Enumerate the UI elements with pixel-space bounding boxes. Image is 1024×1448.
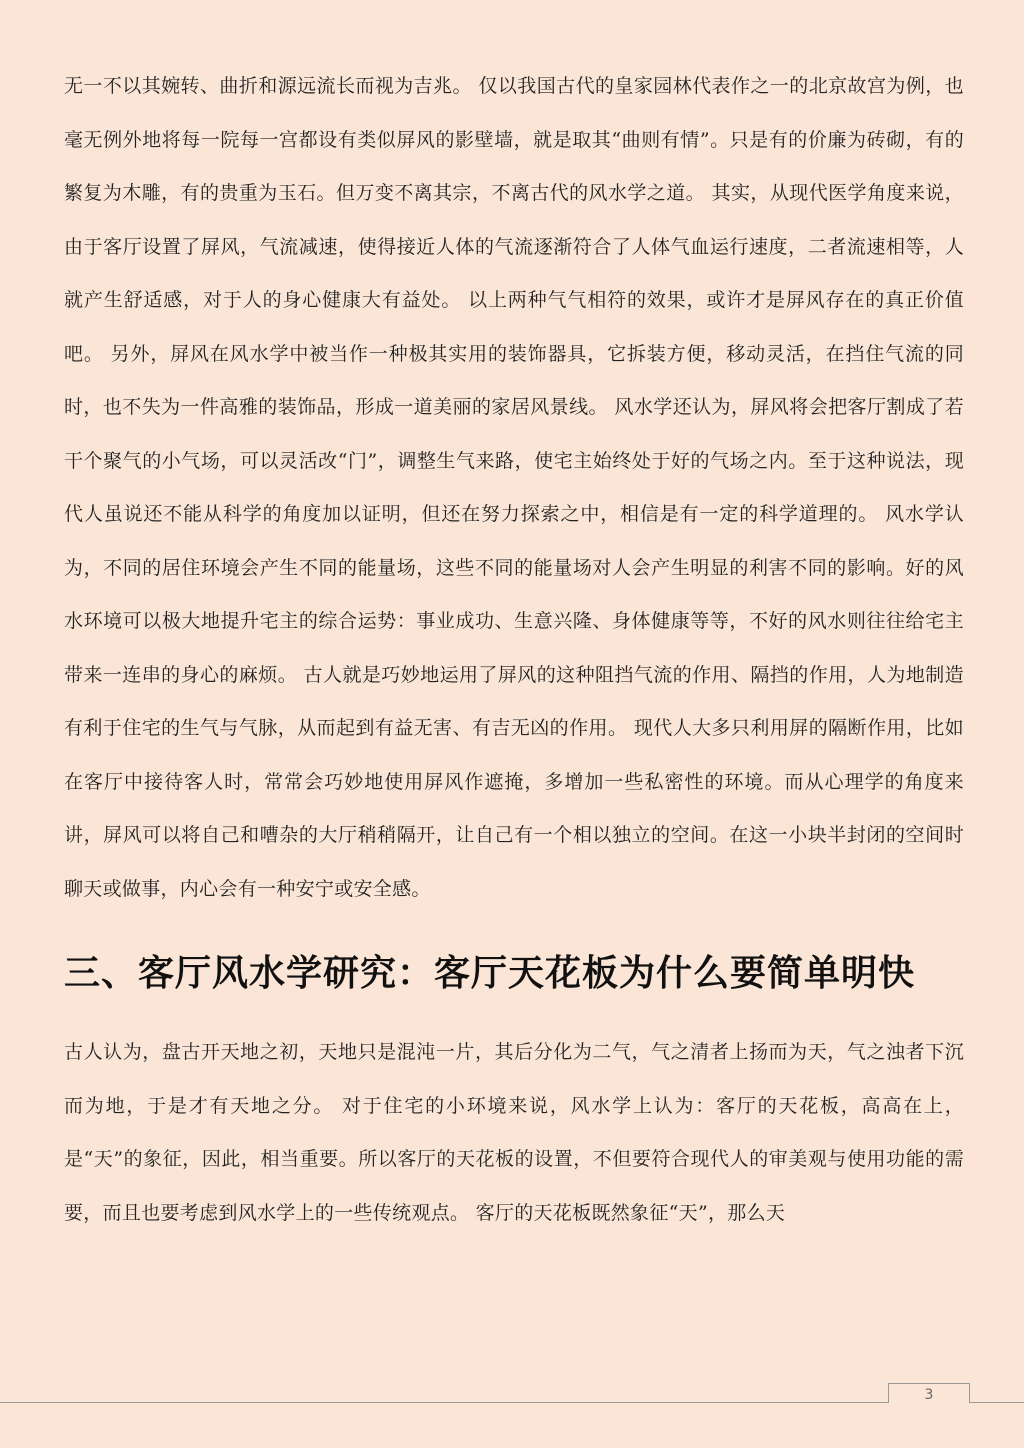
footer-divider <box>0 1402 1024 1403</box>
paragraph: 无一不以其婉转、曲折和源远流长而视为吉兆。 仅以我国古代的皇家园林代表作之一的北京故宫为例，也毫无例外地将每一院每一宫都设有类似屏风的影壁墙，就是取其“曲则有情”。只是有的价廉为砖砌，有的繁复为木雕，有的贵重为玉石。但万变不离其宗，不离古代的风水学之道。 其实，从现代医学角度来说，由于客厅设置了屏风，气流减速，使得接近人体的气流逐渐符合了人体气血运行速度，二者流速相等，人就产生舒适感，对于人的身心健康大有益处。 以上两种气气相符的效果，或许才是屏风存在的真正价值吧。 另外，屏风在风水学中被当作一种极其实用的装饰器具，它拆装方便，移动灵活，在挡住气流的同时，也不失为一件高雅的装饰品，形成一道美丽的家居风景线。 风水学还认为，屏风将会把客厅割成了若干个聚气的小气场，可以灵活改“门”，调整生气来路，使宅主始终处于好的气场之内。至于这种说法，现代人虽说还不能从科学的角度加以证明，但还在努力探索之中，相信是有一定的科学道理的。 风水学认为，不同的居住环境会产生不同的能量场，这些不同的能量场对人会产生明显的利害不同的影响。好的风水环境可以极大地提升宅主的综合运势：事业成功、生意兴隆、身体健康等等，不好的风水则往往给宅主带来一连串的身心的麻烦。 古人就是巧妙地运用了屏风的这种阻挡气流的作用、隔挡的作用，人为地制造有利于住宅的生气与气脉，从而起到有益无害、有吉无凶的作用。 现代人大多只利用屏的隔断作用，比如在客厅中接待客人时，常常会巧妙地使用屏风作遮掩，多增加一些私密性的环境。而从心理学的角度来讲，屏风可以将自己和嘈杂的大厅稍稍隔开，让自己有一个相以独立的空间。在这一小块半封闭的空间时聊天或做事，内心会有一种安宁或安全感。 <box>64 75 964 900</box>
section-heading: 三、客厅风水学研究：客厅天花板为什么要简单明快 <box>64 953 916 994</box>
page-number: 3 <box>888 1383 970 1403</box>
document-body <box>64 60 964 1240</box>
paragraph: 古人认为，盘古开天地之初，天地只是混沌一片，其后分化为二气，气之清者上扬而为天，气之浊者下沉而为地，于是才有天地之分。 对于住宅的小环境来说，风水学上认为：客厅的天花板，高高在上，是“天”的象征，因此，相当重要。所以客厅的天花板的设置，不但要符合现代人的审美观与使用功能的需要，而且也要考虑到风水学上的一些传统观点。 客厅的天花板既然象征“天”，那么天 <box>64 1041 964 1224</box>
